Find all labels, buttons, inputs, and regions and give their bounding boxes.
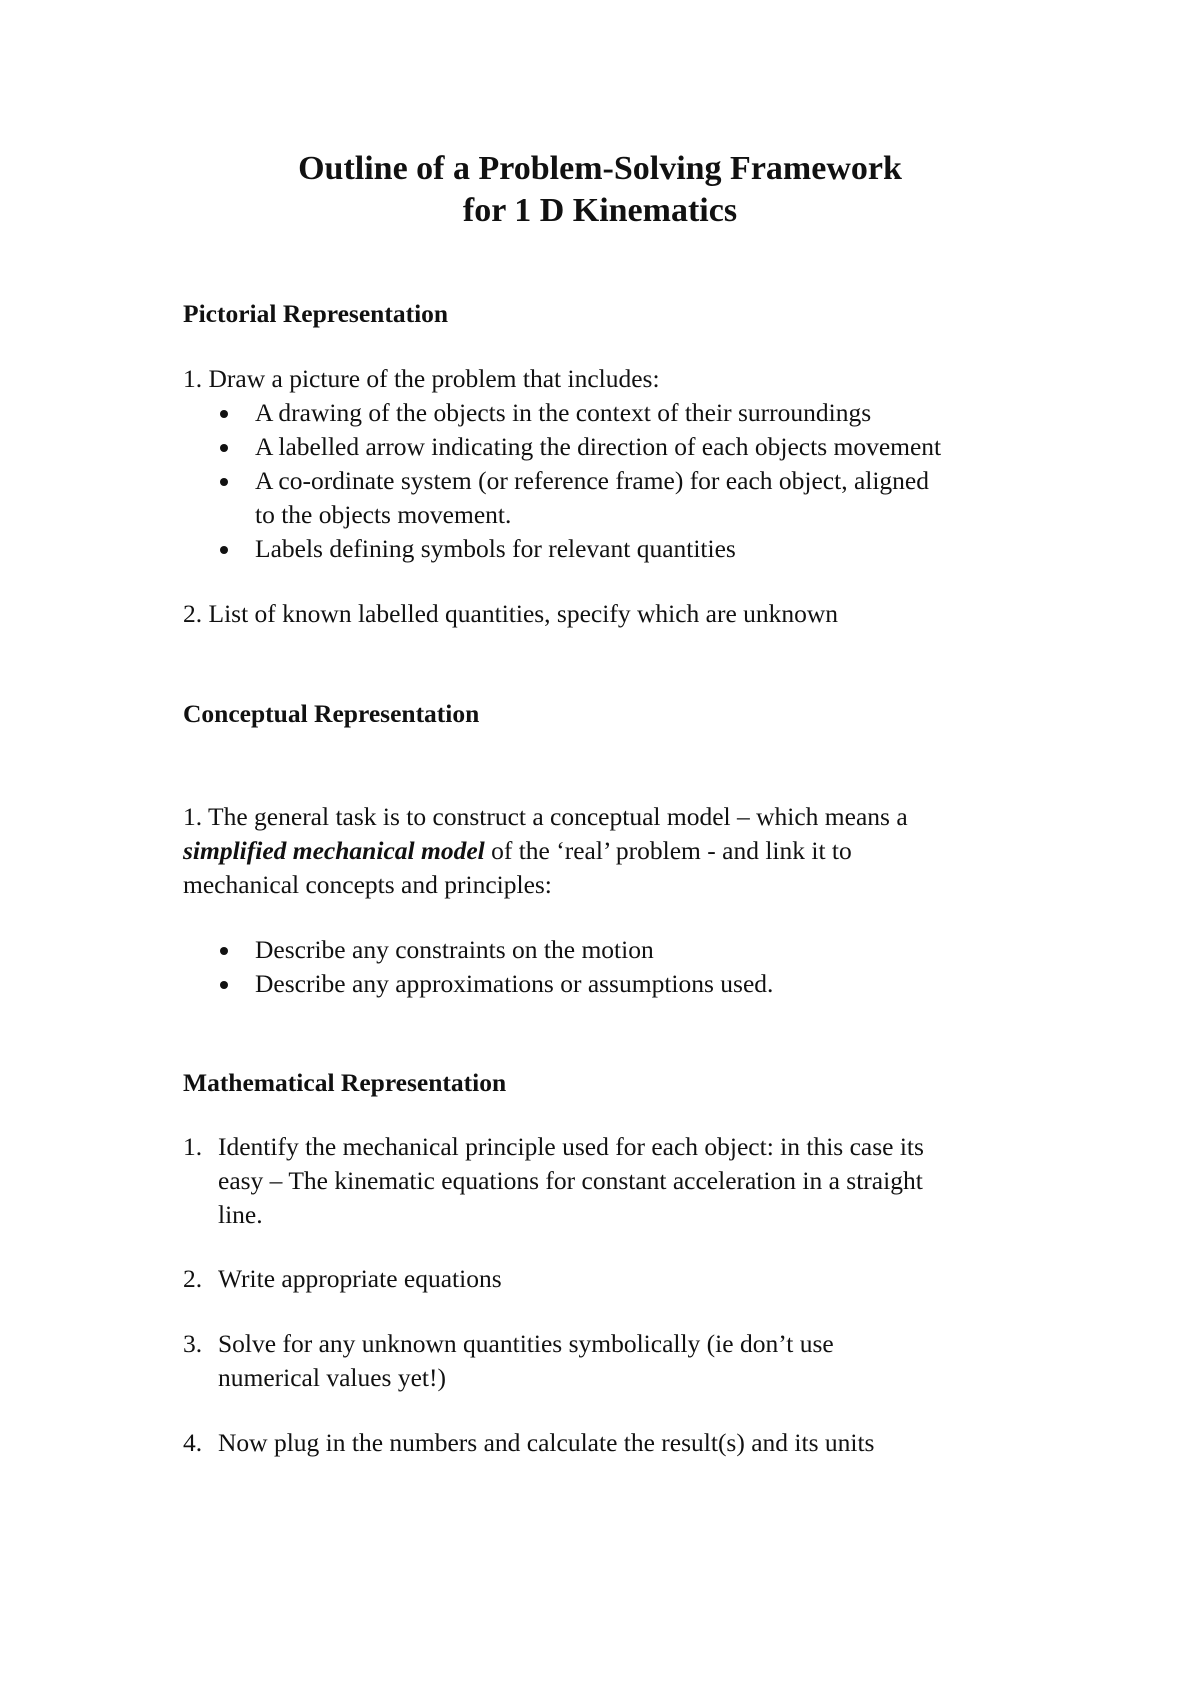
pictorial-step-1: 1. Draw a picture of the problem that includes: <box>183 364 660 393</box>
document-title-line1: Outline of a Problem-Solving Framework <box>298 150 902 187</box>
conceptual-paragraph-line3: mechanical concepts and principles: <box>183 870 552 899</box>
list-number: 2. <box>183 1264 203 1293</box>
bullet-icon <box>220 981 228 989</box>
list-number: 3. <box>183 1329 203 1358</box>
paragraph-text: of the ‘real’ problem - and link it to <box>484 836 852 865</box>
list-number: 4. <box>183 1428 203 1457</box>
bullet-icon <box>220 546 228 554</box>
list-item: A labelled arrow indicating the direction of each objects movement <box>255 432 942 461</box>
section-heading-pictorial: Pictorial Representation <box>183 299 449 328</box>
list-item-continuation: numerical values yet!) <box>218 1363 446 1392</box>
list-item: Describe any constraints on the motion <box>255 935 654 964</box>
bullet-icon <box>220 444 228 452</box>
list-item: Solve for any unknown quantities symbolically (ie don’t use <box>218 1329 834 1358</box>
pictorial-step-2: 2. List of known labelled quantities, specify which are unknown <box>183 599 839 628</box>
document-title-line2: for 1 D Kinematics <box>462 192 738 229</box>
list-number: 1. <box>183 1132 203 1161</box>
list-item: Labels defining symbols for relevant quantities <box>255 534 736 563</box>
section-heading-conceptual: Conceptual Representation <box>183 699 480 728</box>
list-item: A drawing of the objects in the context of their surroundings <box>255 398 872 427</box>
list-item: Identify the mechanical principle used for each object: in this case its <box>218 1132 924 1161</box>
list-item-continuation: easy – The kinematic equations for constant acceleration in a straight <box>218 1166 923 1195</box>
bullet-icon <box>220 478 228 486</box>
list-item: A co-ordinate system (or reference frame) for each object, aligned <box>255 466 929 495</box>
emphasis-text: simplified mechanical model <box>183 836 485 865</box>
list-item-continuation: line. <box>218 1200 263 1229</box>
list-item: Write appropriate equations <box>218 1264 502 1293</box>
list-item: Describe any approximations or assumptions used. <box>255 969 774 998</box>
list-item-continuation: to the objects movement. <box>255 500 512 529</box>
bullet-icon <box>220 947 228 955</box>
conceptual-paragraph-line1: 1. The general task is to construct a conceptual model – which means a <box>183 802 908 831</box>
list-item: Now plug in the numbers and calculate the result(s) and its units <box>218 1428 875 1457</box>
section-heading-mathematical: Mathematical Representation <box>183 1068 507 1097</box>
bullet-icon <box>220 410 228 418</box>
conceptual-paragraph-line2 <box>183 838 852 864</box>
